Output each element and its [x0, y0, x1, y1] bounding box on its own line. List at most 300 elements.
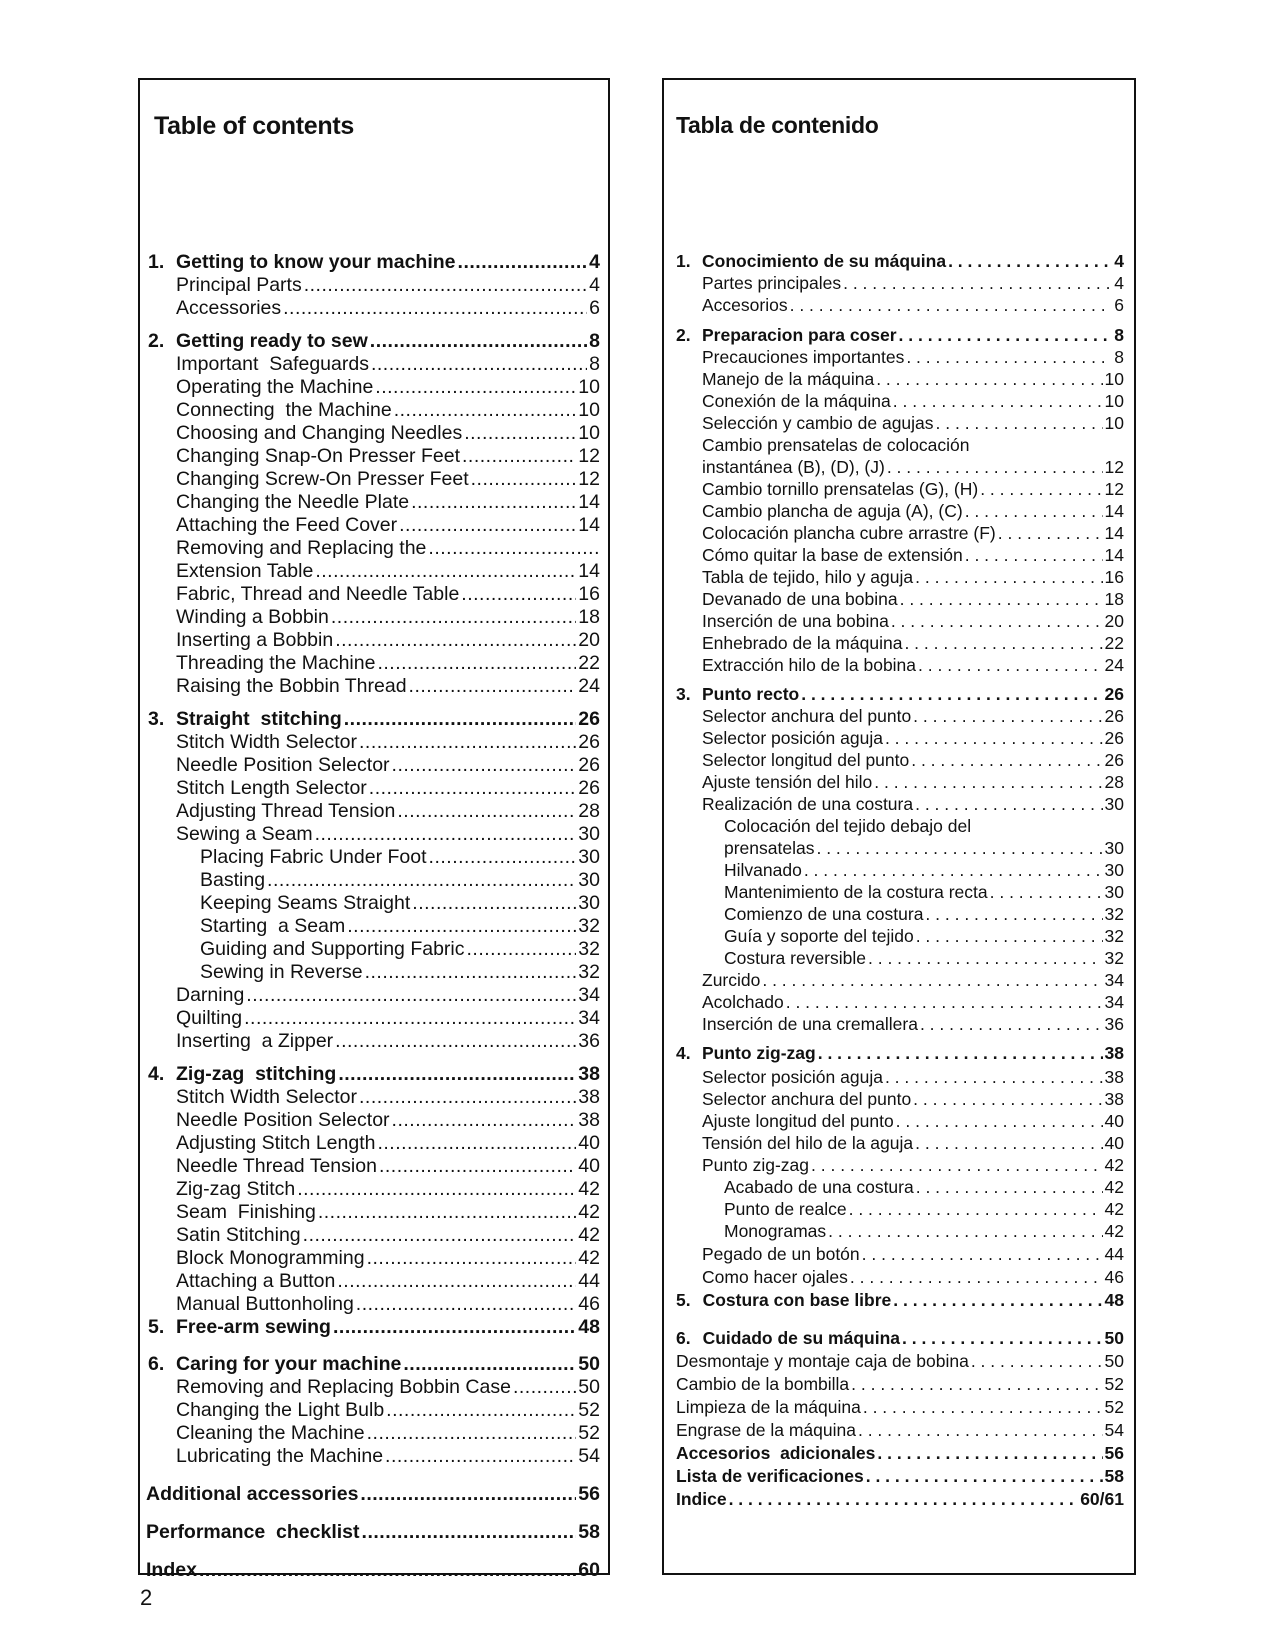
toc-entry: [176, 467, 600, 491]
toc-entry-title: Attaching the Feed Cover: [176, 514, 398, 536]
toc-entry: [176, 628, 600, 652]
toc-entry-page: 4: [1114, 251, 1124, 271]
toc-leader-dots: [467, 937, 577, 961]
toc-entry: [146, 1520, 600, 1544]
toc-entry: [702, 456, 1124, 479]
toc-entry-page: 30: [578, 892, 600, 914]
toc-leader-dots: [948, 250, 1112, 273]
toc-entry: [702, 1110, 1124, 1133]
toc-entry-page: 60: [578, 1559, 600, 1581]
toc-leader-dots: [399, 513, 576, 537]
toc-entry-page: 46: [578, 1293, 600, 1315]
toc-entry: [176, 730, 600, 754]
toc-entry: [702, 771, 1124, 794]
toc-entry: [176, 1223, 600, 1247]
toc-leader-dots: [863, 1396, 1103, 1419]
toc-leader-dots: [347, 914, 576, 938]
toc-entry-title: Inserción de una cremallera: [702, 1014, 918, 1034]
toc-entry: [676, 1373, 1124, 1396]
toc-leader-dots: [333, 1315, 576, 1339]
toc-entry: [724, 947, 1124, 970]
toc-leader-dots: [370, 329, 587, 353]
toc-leader-dots: [377, 1131, 576, 1155]
toc-leader-dots: [920, 1013, 1103, 1036]
toc-leader-dots: [199, 1558, 576, 1582]
toc-entry-page: 26: [578, 754, 600, 776]
toc-entry: [176, 605, 600, 629]
toc-entry: [702, 991, 1124, 1014]
toc-entry: [676, 1419, 1124, 1442]
toc-entry: [176, 1177, 600, 1201]
toc-entry-title: Ajuste tensión del hilo: [702, 772, 873, 792]
toc-entry-title: Operating the Machine: [176, 376, 374, 398]
toc-leader-dots: [375, 375, 576, 399]
toc-leader-dots: [471, 467, 577, 491]
toc-leader-dots: [379, 1154, 576, 1178]
toc-entry-title: Manejo de la máquina: [702, 369, 875, 389]
toc-entry-title: Cuidado de su máquina: [702, 1328, 900, 1348]
toc-entry: [176, 1444, 600, 1468]
toc-entry-title: Colocación plancha cubre arrastre (F): [702, 523, 996, 543]
toc-entry: [724, 837, 1124, 860]
toc-entry-page: 10: [578, 422, 600, 444]
toc-entry: [676, 683, 1124, 706]
toc-entry-title: Punto zig-zag: [702, 1155, 810, 1175]
toc-entry-title: Raising the Bobbin Thread: [176, 675, 407, 697]
toc-entry-title: Removing and Replacing Bobbin Case: [176, 1376, 511, 1398]
toc-leader-dots: [851, 1373, 1102, 1396]
toc-entry: [676, 1488, 1124, 1511]
toc-entry-title: Connecting the Machine: [176, 399, 392, 421]
toc-leader-dots: [899, 324, 1113, 347]
toc-entry: [176, 651, 600, 675]
toc-leader-dots: [344, 707, 577, 731]
toc-entry-title: Starting a Seam: [200, 915, 346, 937]
toc-entry-page: 16: [1104, 567, 1124, 587]
toc-entry-title: Block Monogramming: [176, 1247, 365, 1269]
toc-entry-page: 26: [578, 731, 600, 753]
toc-leader-dots: [297, 1177, 576, 1201]
toc-entry-page: 14: [578, 514, 600, 536]
toc-entry-title: Choosing and Changing Needles: [176, 422, 463, 444]
toc-leader-dots: [397, 799, 576, 823]
toc-entry-page: 38: [578, 1109, 600, 1131]
toc-entry-page: 12: [578, 445, 600, 467]
toc-leader-dots: [828, 1220, 1102, 1243]
toc-entry-page: 26: [1104, 706, 1124, 726]
toc-entry-title: Engrase de la máquina: [676, 1420, 856, 1440]
toc-leader-dots: [849, 1198, 1103, 1221]
toc-entry-title: Tabla de tejido, hilo y aguja: [702, 567, 914, 587]
toc-leader-dots: [429, 845, 577, 869]
toc-entry: [176, 1200, 600, 1224]
toc-entry: [702, 1243, 1124, 1266]
toc-entry-page: 36: [578, 1030, 600, 1052]
toc-entry-page: 8: [1114, 347, 1124, 367]
toc-entry: [702, 566, 1124, 589]
toc-entry-page: 42: [1104, 1155, 1124, 1175]
toc-entry-page: 32: [578, 938, 600, 960]
toc-entry: [702, 654, 1124, 677]
toc-leader-dots: [816, 837, 1102, 860]
toc-entry-title: Satin Stitching: [176, 1224, 301, 1246]
toc-entry-page: 26: [578, 708, 600, 730]
toc-entry-page: 58: [578, 1521, 600, 1543]
toc-entry: [724, 1220, 1124, 1243]
toc-entry-page: 52: [1104, 1397, 1124, 1417]
toc-entry-title: Limpieza de la máquina: [676, 1397, 861, 1417]
toc-leader-dots: [786, 991, 1103, 1014]
toc-entry: [176, 1131, 600, 1155]
toc-entry: [702, 749, 1124, 772]
toc-leader-dots: [362, 1520, 577, 1544]
toc-entry-title: Tensión del hilo de la aguja: [702, 1133, 914, 1153]
toc-entry-title: Threading the Machine: [176, 652, 376, 674]
toc-entry-number: 4.: [676, 1043, 691, 1063]
toc-leader-dots: [804, 859, 1103, 882]
english-toc-panel: [138, 78, 610, 1581]
toc-entry: [200, 914, 600, 938]
toc-entry-page: 46: [1104, 1267, 1124, 1287]
toc-leader-dots: [862, 1243, 1103, 1266]
toc-entry-page: 8: [589, 353, 600, 375]
toc-entry-page: 52: [1104, 1374, 1124, 1394]
toc-entry: [702, 478, 1124, 501]
toc-entry-title: Accesorios adicionales: [676, 1443, 876, 1463]
toc-entry-page: 28: [1104, 772, 1124, 792]
toc-entry-title: Cleaning the Machine: [176, 1422, 365, 1444]
toc-entry-page: 42: [578, 1247, 600, 1269]
toc-entry: [702, 1154, 1124, 1177]
toc-entry: [176, 536, 600, 560]
toc-entry-page: 34: [1104, 970, 1124, 990]
toc-entry-title: Inserting a Zipper: [176, 1030, 334, 1052]
toc-entry: [146, 1558, 600, 1582]
toc-entry-number: 4.: [148, 1063, 165, 1085]
toc-leader-dots: [965, 500, 1103, 523]
toc-entry: [702, 1066, 1124, 1089]
toc-entry-page: 32: [578, 961, 600, 983]
spanish-toc-title: Tabla de contenido: [676, 112, 879, 138]
toc-leader-dots: [998, 522, 1103, 545]
toc-entry-title: Quilting: [176, 1007, 243, 1029]
toc-entry-page: 30: [1104, 860, 1124, 880]
toc-entry: [148, 250, 600, 274]
toc-entry-page: 40: [578, 1132, 600, 1154]
toc-entry-title: Sewing a Seam: [176, 823, 313, 845]
toc-entry-page: 32: [1104, 948, 1124, 968]
toc-entry-title: Stitch Width Selector: [176, 731, 357, 753]
toc-entry: [676, 1396, 1124, 1419]
toc-entry: [176, 352, 600, 376]
toc-leader-dots: [335, 1029, 576, 1053]
toc-entry: [148, 1062, 600, 1086]
toc-entry-title: Colocación del tejido debajo del: [724, 816, 972, 836]
toc-leader-dots: [246, 983, 576, 1007]
toc-entry-title: prensatelas: [724, 838, 815, 858]
toc-entry-page: 30: [1104, 882, 1124, 902]
toc-entry: [176, 1029, 600, 1053]
toc-entry: [702, 434, 1124, 457]
toc-entry: [176, 1246, 600, 1270]
toc-leader-dots: [244, 1006, 576, 1030]
toc-entry: [676, 1327, 1124, 1350]
toc-leader-dots: [818, 1042, 1103, 1065]
toc-entry-page: 56: [1104, 1443, 1124, 1463]
toc-leader-dots: [913, 705, 1102, 728]
toc-entry-title: Getting ready to sew: [176, 330, 368, 352]
toc-entry: [724, 1176, 1124, 1199]
toc-leader-dots: [412, 891, 576, 915]
toc-entry-number: 6.: [148, 1353, 165, 1375]
toc-entry-page: 48: [1104, 1290, 1124, 1310]
toc-leader-dots: [893, 1289, 1102, 1312]
toc-entry-title: Accesorios: [702, 295, 788, 315]
toc-entry: [702, 346, 1124, 369]
toc-entry: [724, 1198, 1124, 1221]
toc-entry: [676, 1442, 1124, 1465]
toc-entry-title: Needle Position Selector: [176, 754, 390, 776]
toc-entry-title: Zurcido: [702, 970, 761, 990]
toc-entry-title: Adjusting Thread Tension: [176, 800, 396, 822]
toc-entry-title: Needle Position Selector: [176, 1109, 390, 1131]
toc-entry: [176, 273, 600, 297]
toc-leader-dots: [913, 1088, 1102, 1111]
toc-entry-page: 50: [578, 1353, 600, 1375]
toc-entry-page: 26: [578, 777, 600, 799]
toc-entry: [176, 1154, 600, 1178]
toc-entry: [676, 250, 1124, 273]
toc-entry-title: Stitch Length Selector: [176, 777, 367, 799]
toc-entry-title: Punto zig-zag: [702, 1043, 816, 1063]
toc-leader-dots: [868, 947, 1103, 970]
toc-entry-title: Principal Parts: [176, 274, 302, 296]
toc-entry-page: 32: [1104, 926, 1124, 946]
toc-entry-title: Punto de realce: [724, 1199, 847, 1219]
toc-entry-number: 3.: [148, 708, 165, 730]
toc-leader-dots: [338, 1062, 576, 1086]
toc-leader-dots: [866, 1465, 1103, 1488]
toc-leader-dots: [315, 822, 577, 846]
toc-entry: [176, 375, 600, 399]
toc-leader-dots: [359, 730, 576, 754]
toc-entry-title: Acolchado: [702, 992, 784, 1012]
toc-entry-title: Desmontaje y montaje caja de bobina: [676, 1351, 969, 1371]
toc-entry-page: 32: [1104, 904, 1124, 924]
toc-entry: [176, 421, 600, 445]
toc-entry-number: 1.: [148, 251, 165, 273]
toc-entry-title: Acabado de una costura: [724, 1177, 914, 1197]
toc-entry: [200, 868, 600, 892]
toc-entry-title: Costura reversible: [724, 948, 866, 968]
toc-entry-page: 42: [578, 1224, 600, 1246]
toc-entry-page: 30: [578, 823, 600, 845]
toc-entry-page: 12: [1104, 479, 1124, 499]
toc-entry-title: Important Safeguards: [176, 353, 369, 375]
toc-entry-page: 26: [1104, 750, 1124, 770]
toc-entry: [176, 1269, 600, 1293]
toc-entry-page: 26: [1104, 728, 1124, 748]
toc-entry-title: Conocimiento de su máquina: [702, 251, 947, 271]
toc-entry-page: 14: [1104, 501, 1124, 521]
toc-entry-title: Selector anchura del punto: [702, 706, 912, 726]
toc-leader-dots: [335, 628, 576, 652]
toc-entry-page: 54: [578, 1445, 600, 1467]
toc-entry-page: 20: [578, 629, 600, 651]
toc-entry-page: 36: [1104, 1014, 1124, 1034]
toc-entry-page: 24: [578, 675, 600, 697]
toc-leader-dots: [428, 536, 598, 560]
toc-leader-dots: [369, 776, 577, 800]
toc-entry-title: Zig-zag stitching: [176, 1063, 337, 1085]
toc-leader-dots: [965, 544, 1103, 567]
toc-entry-title: Costura con base libre: [702, 1290, 892, 1310]
toc-entry-title: Lista de verificaciones: [676, 1466, 864, 1486]
toc-entry-page: 16: [578, 583, 600, 605]
toc-entry-title: Conexión de la máquina: [702, 391, 891, 411]
toc-entry-title: Realización de una costura: [702, 794, 914, 814]
toc-entry-title: Changing the Light Bulb: [176, 1399, 385, 1421]
toc-entry-page: 40: [578, 1155, 600, 1177]
toc-entry-page: 32: [578, 915, 600, 937]
toc-entry: [176, 983, 600, 1007]
toc-leader-dots: [911, 749, 1102, 772]
toc-entry-page: 38: [578, 1063, 600, 1085]
toc-entry-page: 42: [1104, 1199, 1124, 1219]
toc-entry-page: 50: [1104, 1351, 1124, 1371]
toc-entry: [176, 1421, 600, 1445]
toc-entry-title: Lubricating the Machine: [176, 1445, 384, 1467]
toc-entry-page: 14: [578, 491, 600, 513]
toc-entry: [724, 859, 1124, 882]
toc-entry-title: Basting: [200, 869, 266, 891]
toc-entry-title: Placing Fabric Under Foot: [200, 846, 427, 868]
toc-entry-title: Keeping Seams Straight: [200, 892, 411, 914]
toc-entry-title: Winding a Bobbin: [176, 606, 329, 628]
toc-leader-dots: [315, 559, 576, 583]
toc-entry-title: Zig-zag Stitch: [176, 1178, 296, 1200]
toc-entry-page: 10: [578, 399, 600, 421]
toc-entry-page: 26: [1104, 684, 1124, 704]
toc-leader-dots: [801, 683, 1102, 706]
toc-leader-dots: [877, 1442, 1102, 1465]
toc-leader-dots: [392, 753, 577, 777]
toc-entry-page: 30: [1104, 838, 1124, 858]
toc-entry-page: 6: [589, 297, 600, 319]
toc-entry: [702, 368, 1124, 391]
toc-entry-title: Caring for your machine: [176, 1353, 402, 1375]
toc-entry-page: 60/61: [1080, 1489, 1124, 1509]
toc-leader-dots: [318, 1200, 576, 1224]
toc-leader-dots: [464, 421, 576, 445]
toc-entry-title: Selector posición aguja: [702, 1067, 883, 1087]
toc-leader-dots: [902, 1327, 1103, 1350]
toc-entry: [176, 1006, 600, 1030]
toc-entry: [702, 1132, 1124, 1155]
toc-entry-number: 2.: [676, 325, 691, 345]
toc-entry: [176, 799, 600, 823]
toc-entry: [176, 1398, 600, 1422]
toc-entry-title: Extracción hilo de la bobina: [702, 655, 917, 675]
toc-entry: [176, 674, 600, 698]
toc-entry: [176, 490, 600, 514]
toc-entry-number: 5.: [148, 1316, 165, 1338]
toc-entry-page: 30: [578, 846, 600, 868]
toc-leader-dots: [729, 1488, 1079, 1511]
toc-entry: [176, 582, 600, 606]
toc-entry: [702, 588, 1124, 611]
toc-entry-title: Preparacion para coser: [702, 325, 897, 345]
toc-entry: [176, 398, 600, 422]
toc-entry-page: 28: [578, 800, 600, 822]
toc-leader-dots: [267, 868, 576, 892]
toc-entry: [676, 1350, 1124, 1373]
toc-leader-dots: [762, 969, 1102, 992]
toc-leader-dots: [403, 1352, 576, 1376]
toc-entry-title: Manual Buttonholing: [176, 1293, 354, 1315]
toc-leader-dots: [331, 605, 576, 629]
toc-entry: [702, 412, 1124, 435]
toc-entry-page: 14: [1104, 545, 1124, 565]
toc-entry-page: 42: [578, 1201, 600, 1223]
toc-entry-title: Needle Thread Tension: [176, 1155, 377, 1177]
toc-entry-title: Partes principales: [702, 273, 842, 293]
toc-entry-number: 6.: [676, 1328, 691, 1348]
toc-entry-title: Precauciones importantes: [702, 347, 905, 367]
toc-entry-title: Accessories: [176, 297, 282, 319]
toc-entry-title: Cambio de la bombilla: [676, 1374, 850, 1394]
toc-entry-page: 30: [1104, 794, 1124, 814]
toc-leader-dots: [385, 1444, 576, 1468]
toc-entry-title: Selector longitud del punto: [702, 750, 910, 770]
toc-leader-dots: [304, 273, 587, 297]
toc-entry: [200, 960, 600, 984]
toc-entry-title: Adjusting Stitch Length: [176, 1132, 376, 1154]
toc-entry: [676, 324, 1124, 347]
toc-leader-dots: [918, 654, 1103, 677]
toc-leader-dots: [906, 346, 1112, 369]
toc-leader-dots: [360, 1482, 576, 1506]
toc-leader-dots: [904, 632, 1102, 655]
toc-leader-dots: [458, 250, 588, 274]
toc-entry: [200, 845, 600, 869]
toc-entry: [176, 1085, 600, 1109]
toc-entry: [702, 390, 1124, 413]
toc-leader-dots: [896, 1110, 1103, 1133]
toc-leader-dots: [371, 352, 587, 376]
toc-leader-dots: [885, 1066, 1103, 1089]
toc-entry-title: Pegado de un botón: [702, 1244, 860, 1264]
toc-leader-dots: [915, 1132, 1102, 1155]
toc-entry-title: Attaching a Button: [176, 1270, 336, 1292]
toc-entry: [176, 513, 600, 537]
toc-entry-title: Free-arm sewing: [176, 1316, 331, 1338]
toc-entry-title: Guía y soporte del tejido: [724, 926, 914, 946]
toc-entry-title: Indice: [676, 1489, 727, 1509]
page-number: 2: [140, 1585, 153, 1610]
toc-leader-dots: [303, 1223, 577, 1247]
toc-entry-title: Enhebrado de la máquina: [702, 633, 903, 653]
toc-entry-page: 14: [578, 560, 600, 582]
toc-entry-page: 42: [1104, 1221, 1124, 1241]
toc-entry-page: 6: [1114, 295, 1124, 315]
toc-entry-title: Cambio plancha de aguja (A), (C): [702, 501, 963, 521]
spanish-toc-panel: [662, 78, 1136, 1575]
toc-leader-dots: [411, 490, 576, 514]
toc-entry: [702, 793, 1124, 816]
toc-entry: [148, 1352, 600, 1376]
toc-leader-dots: [359, 1085, 576, 1109]
